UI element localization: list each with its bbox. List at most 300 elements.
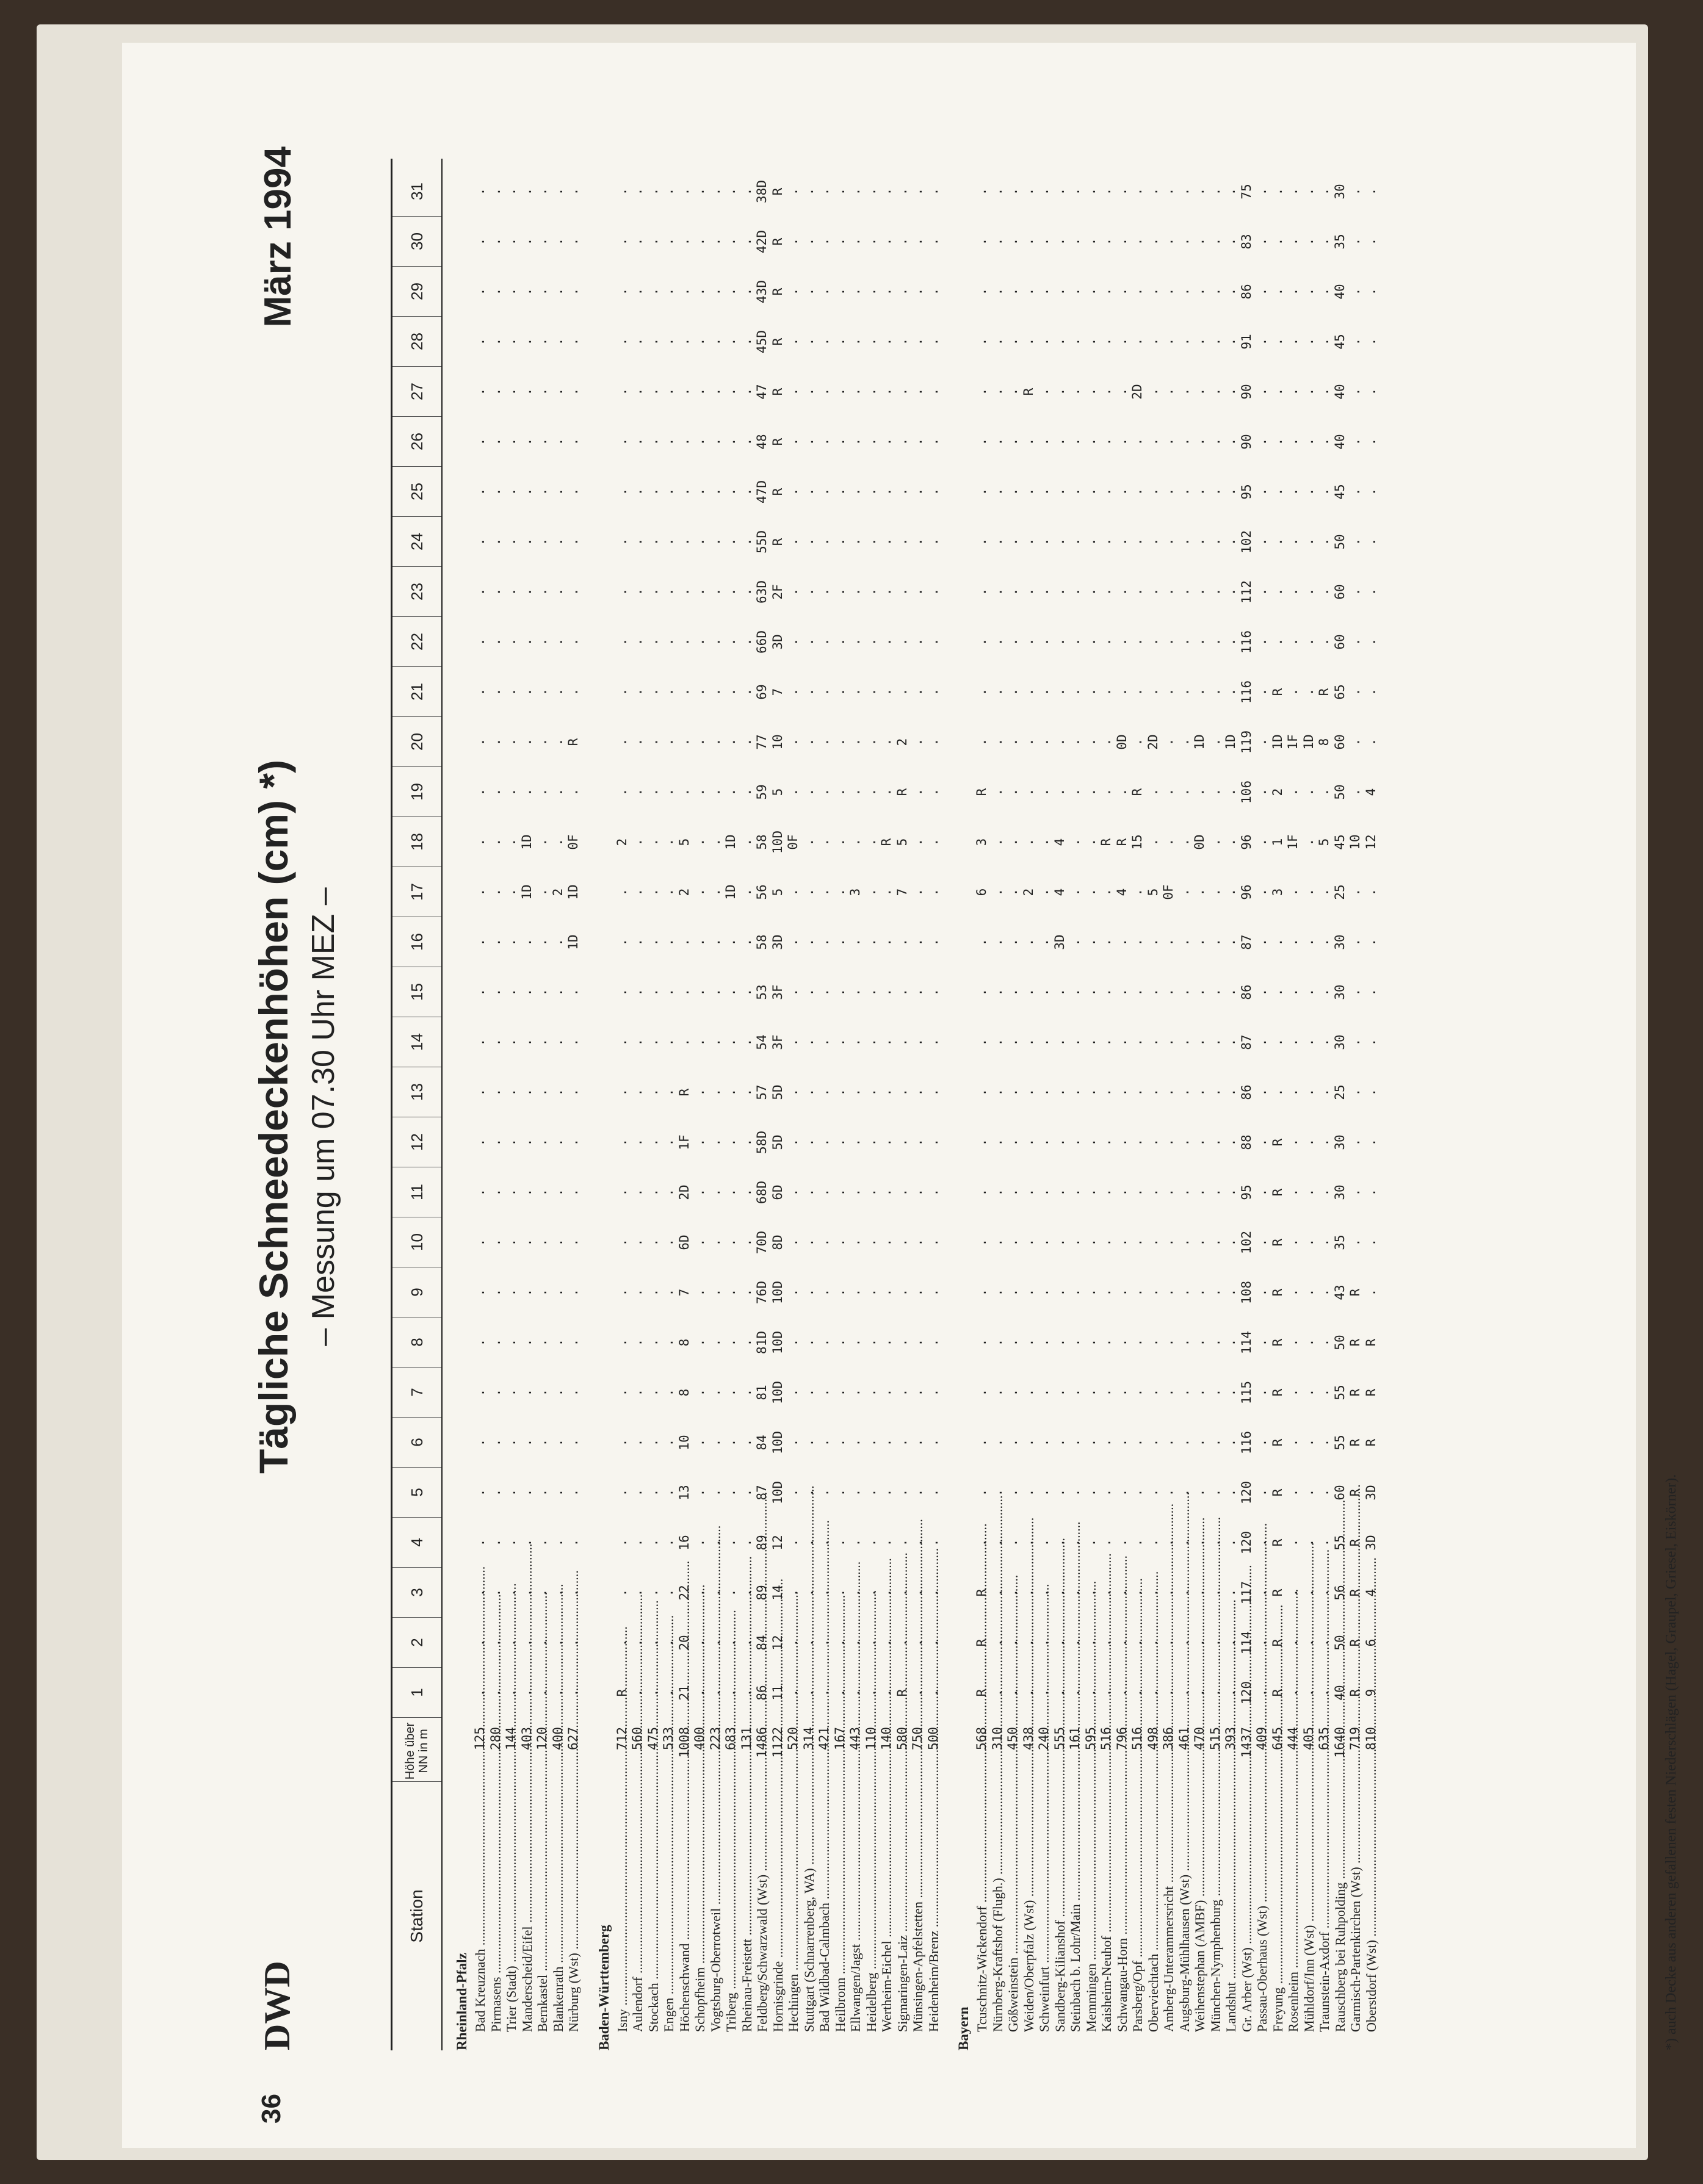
snow-depth-value: . [472, 638, 487, 646]
table-row [739, 159, 755, 2050]
station-name: München-Nymphenburg ..... [1208, 1788, 1224, 2032]
snow-depth-value: . [676, 337, 692, 346]
snow-depth-value: . [707, 237, 723, 246]
snow-depth-value: . [707, 588, 723, 596]
snow-depth-value: . [630, 187, 645, 196]
snow-depth-value: 12 [770, 1535, 785, 1551]
snow-depth-value: . [739, 838, 754, 846]
snow-depth-value: . [1052, 588, 1067, 596]
snow-depth-value: . [1301, 237, 1316, 246]
snow-depth-value: R [1270, 1338, 1285, 1347]
table-row [1285, 159, 1301, 2050]
snow-depth-value: . [1161, 1238, 1176, 1247]
snow-depth-value: . [786, 538, 800, 546]
snow-depth-value: . [1207, 588, 1223, 596]
snow-depth-value: . [630, 1038, 645, 1047]
snow-depth-value: . [1207, 538, 1223, 546]
snow-depth-value: . [1254, 337, 1269, 346]
snow-depth-value: . [504, 838, 518, 846]
snow-depth-value: . [661, 1088, 676, 1097]
snow-depth-value: . [1114, 287, 1129, 296]
snow-depth-value: . [661, 1138, 676, 1147]
snow-depth-value: . [863, 1288, 878, 1297]
snow-depth-value: . [1021, 1688, 1036, 1697]
snow-depth-value: . [989, 337, 1005, 346]
snow-depth-value: . [801, 1138, 816, 1147]
snow-depth-value: . [723, 337, 738, 346]
snow-depth-value: R [1317, 688, 1331, 696]
snow-depth-value: . [1254, 1638, 1269, 1647]
station-altitude: 520 [786, 1727, 800, 1750]
snow-depth-value: . [739, 1538, 754, 1547]
snow-depth-value: . [614, 1438, 629, 1447]
snow-depth-value: . [974, 1038, 989, 1047]
snow-depth-value: . [1176, 237, 1191, 246]
snow-depth-value: . [832, 287, 847, 296]
snow-depth-value: . [894, 1238, 909, 1247]
snow-depth-value: . [974, 1188, 989, 1197]
snow-depth-value: 102 [1238, 1231, 1254, 1254]
snow-depth-value: . [786, 1488, 800, 1497]
snow-depth-value: . [832, 1138, 847, 1147]
page [122, 43, 1679, 2148]
snow-depth-value: . [535, 337, 549, 346]
snow-depth-value: . [1317, 1438, 1331, 1447]
column-header-altitude: Höhe über NN in m [392, 1721, 441, 1782]
snow-depth-value: R [1021, 387, 1036, 396]
snow-depth-value: . [925, 387, 941, 396]
snow-depth-value: . [566, 1088, 580, 1097]
snow-depth-value: 0F [566, 834, 580, 850]
snow-depth-value: . [1130, 688, 1144, 696]
snow-depth-value: . [739, 287, 754, 296]
snow-depth-value: . [1099, 1188, 1113, 1197]
snow-depth-value: . [1114, 1588, 1129, 1597]
snow-depth-value: . [645, 1538, 660, 1547]
snow-depth-value: . [1145, 988, 1160, 996]
snow-depth-value: 21 [676, 1685, 692, 1701]
snow-depth-value: . [894, 337, 909, 346]
snow-depth-value: . [1114, 438, 1129, 446]
snow-depth-value: . [1285, 1338, 1300, 1347]
snow-depth-value: . [1036, 387, 1051, 396]
snow-depth-value: . [1099, 638, 1113, 646]
snow-depth-value: . [630, 938, 645, 946]
snow-depth-value: . [723, 1688, 738, 1697]
snow-depth-value: . [817, 237, 831, 246]
snow-depth-value: . [1254, 1038, 1269, 1047]
station-name: Mühldorf/Inn (Wst) ..... [1301, 1788, 1317, 2032]
snow-depth-value: . [519, 788, 534, 796]
snow-depth-value: . [1192, 1588, 1207, 1597]
snow-depth-value: . [1036, 1338, 1051, 1347]
snow-depth-value: . [974, 1088, 989, 1097]
snow-depth-value: . [707, 1438, 723, 1447]
table-row [895, 159, 911, 2050]
snow-depth-value: . [848, 1538, 862, 1547]
snow-depth-value: . [1317, 1538, 1331, 1547]
snow-depth-value: . [1068, 788, 1082, 796]
snow-depth-value: . [1176, 337, 1191, 346]
snow-depth-value: . [519, 337, 534, 346]
snow-depth-value: . [676, 438, 692, 446]
station-name: Sigmaringen-Laiz ..... [895, 1788, 911, 2032]
snow-depth-value: . [1114, 1038, 1129, 1047]
table-row [1161, 159, 1177, 2050]
snow-depth-value: . [801, 438, 816, 446]
table-row [770, 159, 786, 2050]
snow-depth-value: 10D [770, 1481, 785, 1504]
snow-depth-value: . [989, 938, 1005, 946]
snow-depth-value: . [1348, 788, 1362, 796]
snow-depth-value: . [519, 988, 534, 996]
snow-depth-value: . [504, 1488, 518, 1497]
station-altitude: 400 [550, 1727, 565, 1750]
snow-depth-value: R [1270, 1238, 1285, 1247]
snow-depth-value: . [910, 488, 925, 496]
snow-depth-value: 47 [754, 384, 769, 400]
snow-depth-value: . [848, 988, 862, 996]
snow-depth-value: . [1285, 1438, 1300, 1447]
snow-depth-value: . [1176, 1688, 1191, 1697]
snow-depth-value: . [661, 1038, 676, 1047]
station-name: Landshut ..... [1223, 1788, 1239, 2032]
snow-depth-value: . [488, 1188, 503, 1197]
snow-depth-value: . [692, 988, 707, 996]
snow-depth-value: . [692, 1538, 707, 1547]
snow-depth-value: . [645, 788, 660, 796]
station-name: Tcuschnitz-Wickendorf ..... [974, 1788, 990, 2032]
snow-depth-value: . [1348, 438, 1362, 446]
snow-depth-value: . [692, 838, 707, 846]
snow-depth-value: 56 [1332, 1585, 1347, 1601]
snow-depth-value: . [661, 387, 676, 396]
snow-depth-value: . [550, 387, 565, 396]
snow-depth-value: . [832, 337, 847, 346]
snow-depth-value: . [504, 1088, 518, 1097]
snow-depth-value: . [801, 1488, 816, 1497]
snow-depth-value: . [989, 1488, 1005, 1497]
snow-depth-value: . [1052, 1038, 1067, 1047]
table-row [1254, 159, 1270, 2050]
snow-depth-value: . [786, 1038, 800, 1047]
snow-depth-value: . [848, 337, 862, 346]
station-altitude: 1437 [1238, 1727, 1254, 1758]
snow-depth-value: . [1068, 838, 1082, 846]
snow-depth-value: . [989, 1538, 1005, 1547]
snow-depth-value: . [974, 187, 989, 196]
page-title: Tägliche Schneedeckenhöhen (cm) *) [251, 760, 296, 1474]
snow-depth-value: . [504, 738, 518, 746]
column-header-day-29: 29 [392, 267, 441, 317]
snow-depth-value: . [1176, 1188, 1191, 1197]
snow-depth-value: . [645, 1338, 660, 1347]
snow-depth-value: . [1301, 638, 1316, 646]
snow-depth-value: . [894, 1638, 909, 1647]
snow-depth-value: . [910, 337, 925, 346]
station-altitude: 796 [1114, 1727, 1129, 1750]
snow-depth-value: . [692, 1238, 707, 1247]
snow-depth-value: . [1099, 1088, 1113, 1097]
snow-depth-value: . [645, 888, 660, 896]
snow-depth-value: . [1254, 488, 1269, 496]
snow-depth-value: . [645, 337, 660, 346]
snow-depth-value: . [863, 1188, 878, 1197]
station-name: Freyung ..... [1270, 1788, 1286, 2032]
snow-depth-value: . [1114, 538, 1129, 546]
table-row [1301, 159, 1317, 2050]
table-row [566, 159, 582, 2050]
snow-depth-value: . [1317, 438, 1331, 446]
snow-depth-value: R [770, 438, 785, 446]
snow-depth-value: . [910, 387, 925, 396]
snow-depth-value: . [1363, 438, 1378, 446]
snow-depth-value: . [504, 1338, 518, 1347]
snow-depth-value: . [801, 1438, 816, 1447]
snow-depth-value: . [645, 1638, 660, 1647]
snow-depth-value: . [863, 237, 878, 246]
snow-depth-value: . [879, 1488, 894, 1497]
station-altitude: 683 [723, 1727, 738, 1750]
snow-depth-value: . [989, 237, 1005, 246]
snow-depth-value: 58 [754, 934, 769, 950]
snow-depth-value: R [770, 488, 785, 496]
snow-depth-value: . [1130, 888, 1144, 896]
snow-depth-value: . [910, 1338, 925, 1347]
snow-depth-value: 96 [1238, 834, 1254, 850]
snow-depth-value: . [645, 1238, 660, 1247]
snow-depth-value: . [1301, 488, 1316, 496]
snow-depth-value: . [1114, 187, 1129, 196]
snow-depth-value: . [989, 1238, 1005, 1247]
snow-depth-value: . [786, 337, 800, 346]
snow-depth-value: . [974, 1338, 989, 1347]
snow-depth-value: . [817, 688, 831, 696]
snow-depth-value: . [817, 1338, 831, 1347]
table-row [1130, 159, 1146, 2050]
snow-depth-value: . [504, 1038, 518, 1047]
snow-depth-value: . [1207, 1388, 1223, 1397]
snow-depth-value: . [1161, 838, 1176, 846]
snow-depth-value: . [910, 438, 925, 446]
station-altitude: 470 [1192, 1727, 1207, 1750]
snow-depth-value: . [1363, 1188, 1378, 1197]
snow-depth-value: . [863, 788, 878, 796]
snow-depth-value: . [989, 788, 1005, 796]
snow-depth-value: . [832, 1388, 847, 1397]
snow-depth-value: 84 [754, 1635, 769, 1651]
snow-depth-value: . [1145, 1538, 1160, 1547]
snow-depth-value: . [801, 588, 816, 596]
snow-depth-value: 56 [754, 884, 769, 900]
station-name: Parsberg/Opf ..... [1130, 1788, 1146, 2032]
snow-depth-value: 89 [754, 1585, 769, 1601]
snow-depth-value: . [1005, 938, 1020, 946]
snow-depth-value: . [566, 1038, 580, 1047]
snow-depth-value: . [1145, 438, 1160, 446]
snow-depth-value: . [1363, 988, 1378, 996]
snow-depth-value: . [910, 187, 925, 196]
station-name: Weiden/Oberpfalz (Wst) ..... [1021, 1788, 1037, 2032]
snow-depth-value: . [550, 1238, 565, 1247]
station-name: Steinbach b. Lohr/Main ..... [1068, 1788, 1083, 2032]
snow-depth-value: . [1161, 788, 1176, 796]
snow-depth-value: 10D [770, 1331, 785, 1354]
snow-depth-value: . [550, 1038, 565, 1047]
snow-depth-value: 1D [519, 884, 534, 900]
snow-depth-value: . [1285, 1188, 1300, 1197]
snow-depth-value: . [1130, 1188, 1144, 1197]
snow-depth-value: . [1301, 1588, 1316, 1597]
snow-depth-value: . [692, 788, 707, 796]
snow-depth-value: . [550, 1288, 565, 1297]
snow-depth-value: . [504, 237, 518, 246]
snow-depth-value: . [786, 638, 800, 646]
snow-depth-value: . [989, 838, 1005, 846]
snow-depth-value: . [519, 538, 534, 546]
snow-depth-value: . [863, 337, 878, 346]
snow-depth-value: . [1207, 287, 1223, 296]
snow-depth-value: . [1021, 1288, 1036, 1297]
snow-depth-value: . [1005, 988, 1020, 996]
snow-depth-value: . [1301, 788, 1316, 796]
snow-depth-value: . [692, 1088, 707, 1097]
snow-depth-value: . [910, 1388, 925, 1397]
snow-depth-value: . [630, 1288, 645, 1297]
snow-depth-value: 50 [1332, 1635, 1347, 1651]
snow-depth-value: R [974, 1688, 989, 1697]
snow-depth-value: . [817, 638, 831, 646]
snow-depth-value: 53 [754, 984, 769, 1000]
snow-depth-value: . [1052, 1638, 1067, 1647]
snow-depth-value: . [801, 237, 816, 246]
snow-depth-value: . [535, 387, 549, 396]
snow-depth-value: . [614, 1538, 629, 1547]
snow-depth-value: 60 [1332, 584, 1347, 600]
station-altitude: 450 [1005, 1727, 1020, 1750]
snow-depth-value: . [661, 1688, 676, 1697]
snow-depth-value: . [535, 1588, 549, 1597]
snow-depth-value: . [801, 1688, 816, 1697]
snow-depth-value: . [1068, 538, 1082, 546]
snow-depth-value: . [1021, 1088, 1036, 1097]
station-name: Heidelberg ..... [864, 1788, 880, 2032]
snow-depth-value: . [1083, 888, 1098, 896]
snow-depth-value: . [1317, 888, 1331, 896]
station-name: Gößweinstein ..... [1005, 1788, 1021, 2032]
snow-depth-value: . [1005, 1188, 1020, 1197]
snow-depth-value: . [817, 1388, 831, 1397]
snow-depth-value: . [832, 638, 847, 646]
snow-depth-value: . [848, 1138, 862, 1147]
snow-depth-value: 10D [770, 1381, 785, 1404]
snow-depth-value: . [1145, 1588, 1160, 1597]
snow-depth-value: . [786, 1438, 800, 1447]
snow-depth-value: . [925, 287, 941, 296]
snow-depth-value: . [707, 187, 723, 196]
station-name: Bad Wildbad-Calmbach ..... [817, 1788, 833, 2032]
snow-depth-value: . [910, 1238, 925, 1247]
snow-depth-value: . [894, 938, 909, 946]
snow-depth-value: . [723, 938, 738, 946]
snow-depth-value: . [645, 1438, 660, 1447]
snow-depth-value: . [925, 1588, 941, 1597]
snow-depth-value: . [1052, 788, 1067, 796]
snow-depth-value: . [1223, 1138, 1238, 1147]
snow-depth-value: . [630, 738, 645, 746]
snow-depth-value: . [1223, 1188, 1238, 1197]
snow-depth-value: . [1052, 1288, 1067, 1297]
snow-depth-value: . [832, 187, 847, 196]
snow-depth-value: 6 [974, 888, 989, 896]
snow-depth-value: . [989, 888, 1005, 896]
snow-depth-value: . [1285, 938, 1300, 946]
snow-depth-value: R [879, 838, 894, 846]
table-row [1239, 159, 1255, 2050]
snow-depth-value: . [739, 638, 754, 646]
snow-depth-value: . [488, 1588, 503, 1597]
snow-depth-value: . [645, 1688, 660, 1697]
snow-depth-value: . [519, 1588, 534, 1597]
snow-depth-value: . [1363, 1238, 1378, 1247]
snow-depth-value: . [630, 1638, 645, 1647]
snow-depth-value: . [519, 588, 534, 596]
snow-depth-value: 3F [770, 1034, 785, 1050]
snow-depth-value: . [1348, 1038, 1362, 1047]
station-name: Stuttgart (Schnarrenberg, WA) ..... [801, 1788, 817, 2032]
snow-depth-value: . [1317, 1288, 1331, 1297]
snow-depth-value: . [879, 788, 894, 796]
snow-depth-value: . [535, 1488, 549, 1497]
snow-depth-value: R [1348, 1388, 1362, 1397]
snow-depth-value: . [1130, 1488, 1144, 1497]
snow-depth-value: . [566, 588, 580, 596]
snow-depth-value: . [925, 1688, 941, 1697]
snow-depth-value: . [566, 1188, 580, 1197]
station-altitude: 568 [974, 1727, 989, 1750]
snow-depth-value: . [1036, 788, 1051, 796]
column-header-day-11: 11 [392, 1167, 441, 1217]
snow-depth-value: . [1363, 938, 1378, 946]
snow-depth-value: . [739, 688, 754, 696]
snow-depth-value: . [1348, 187, 1362, 196]
station-altitude: 712 [614, 1727, 629, 1750]
snow-depth-value: R [1270, 1288, 1285, 1297]
snow-depth-value: . [614, 1188, 629, 1197]
snow-depth-value: . [1301, 1638, 1316, 1647]
snow-depth-value: . [676, 237, 692, 246]
snow-depth-value: . [786, 1688, 800, 1697]
snow-depth-value: . [1317, 788, 1331, 796]
snow-depth-value: . [707, 1388, 723, 1397]
snow-depth-value: . [848, 738, 862, 746]
snow-depth-value: . [817, 1588, 831, 1597]
snow-depth-value: . [1254, 1088, 1269, 1097]
snow-depth-value: . [863, 988, 878, 996]
snow-depth-value: 95 [1238, 1184, 1254, 1200]
station-altitude: 1008 [676, 1727, 692, 1758]
snow-depth-value: . [786, 287, 800, 296]
snow-depth-value: . [535, 1338, 549, 1347]
snow-depth-value: . [1254, 988, 1269, 996]
station-name: Bernkastel ..... [535, 1788, 551, 2032]
snow-depth-value: . [488, 1638, 503, 1647]
snow-depth-value: . [630, 1588, 645, 1597]
snow-depth-value: . [1021, 588, 1036, 596]
snow-depth-value: . [1099, 337, 1113, 346]
snow-depth-value: . [1161, 387, 1176, 396]
snow-depth-value: . [1145, 387, 1160, 396]
